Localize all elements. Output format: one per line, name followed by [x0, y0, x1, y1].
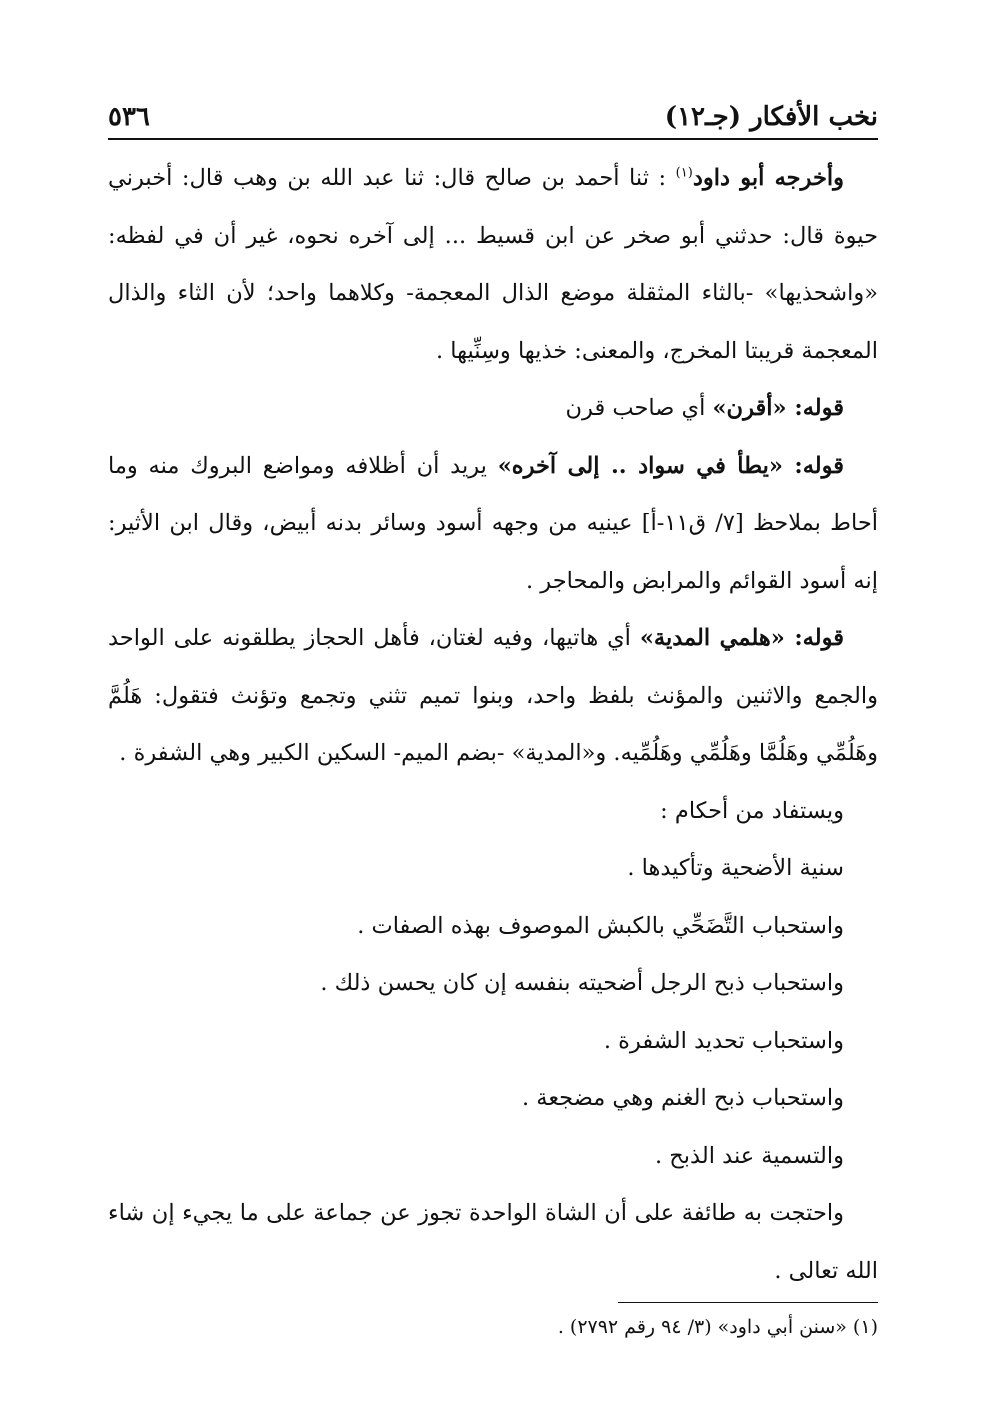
paragraph-lead: قوله: «هلمي المدية»: [639, 625, 844, 651]
ruling-item: واستحباب ذبح الرجل أضحيته بنفسه إن كان يحسن ذلك .: [320, 970, 844, 996]
page-number: ٥٣٦: [108, 102, 150, 132]
closing-paragraph: واحتجت به طائفة على أن الشاة الواحدة تجوز عن جماعة على ما يجيء إن شاء الله تعالى .: [108, 1200, 878, 1284]
paragraph-lead: قوله: «يطأ في سواد .. إلى آخره»: [497, 452, 844, 479]
ruling-item: واستحباب تحديد الشفرة .: [603, 1027, 844, 1054]
footnote-ref[interactable]: (١): [675, 165, 693, 181]
paragraph-lead: وأخرجه أبو داود: [692, 165, 844, 191]
paragraph-aqran: [108, 380, 878, 438]
paragraph-lead: قوله: «أقرن»: [712, 395, 844, 421]
paragraph-text: أي هاتيها، وفيه لغتان، فأهل الحجاز يطلقونه على الواحد والجمع والاثنين والمؤنث بلفظ واحد، وبنوا تميم تثني وتجمع وتؤنث فتقول: هَلُمَّ وهَلُمِّي وهَلُمَّا وهَلُمِّي وهَلُمِّيه. و«المدية» -بضم الميم- السكين الكبير وهي الشفرة .: [108, 625, 878, 766]
ruling-item: والتسمية عند الذبح .: [654, 1142, 844, 1169]
rulings-intro: ويستفاد من أحكام :: [660, 797, 844, 824]
paragraph-text: يريد أن أظلافه ومواضع البروك منه وما أحاط بملاحظ [٧/ ق١١-أ] عينيه من وجهه أسود وسائر بدنه أبيض، وقال ابن الأثير: إنه أسود القوائم والمرابض والمحاجر .: [108, 452, 878, 594]
paragraph-yata: [108, 438, 878, 611]
paragraph-text: أي صاحب قرن: [565, 395, 706, 421]
ruling-item: واستحباب التَّضَحِّي بالكبش الموصوف بهذه الصفات .: [357, 912, 844, 939]
footnote: (١) «سنن أبي داود» (٣/ ٩٤ رقم ٢٧٩٢) .: [557, 1316, 878, 1338]
book-title: نخب الأفكار (جـ١٢): [664, 102, 878, 132]
paragraph-text: : ثنا أحمد بن صالح قال: ثنا عبد الله بن وهب قال: أخبرني حيوة قال: حدثني أبو صخر عن ابن قسيط ... إلى آخره نحوه، غير أن في لفظه: «واشحذيها» -بالثاء المثقلة موضع الذال المعجمة- وكلاهما واحد؛ لأن الثاء والذال المعجمة قريبتا المخرج، والمعنى: خذيها وسِنِّيها .: [108, 165, 878, 364]
main-text: [108, 150, 878, 1300]
ruling-item: سنية الأضحية وتأكيدها .: [627, 855, 844, 881]
ruling-item: واستحباب ذبح الغنم وهي مضجعة .: [521, 1085, 844, 1111]
paragraph-abu-dawud: [108, 150, 878, 380]
paragraph-halummi: [108, 610, 878, 783]
footnote-divider: [618, 1302, 878, 1303]
running-header: [108, 88, 878, 140]
